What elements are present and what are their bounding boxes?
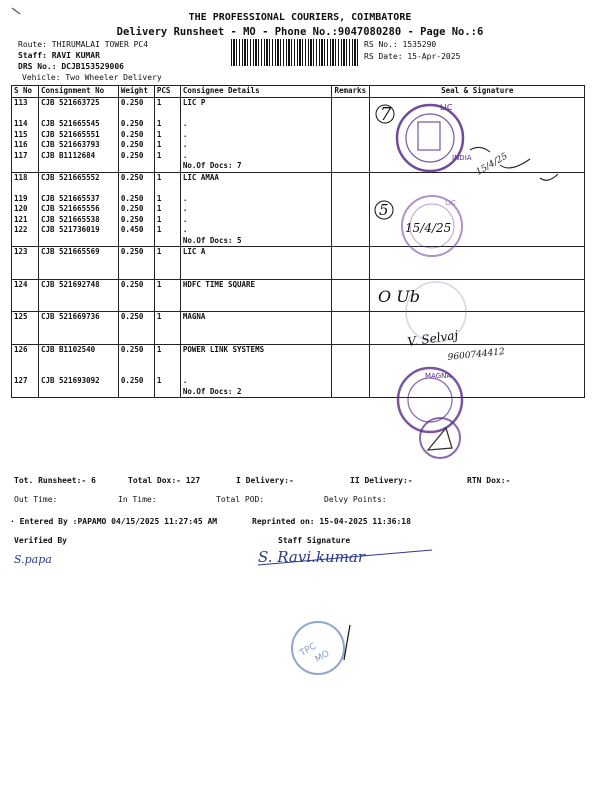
row-pcs: 1	[154, 194, 180, 205]
col-sno: S No	[12, 86, 39, 98]
row-pcs: 1	[154, 225, 180, 236]
handwritten-count-5: 5	[379, 201, 389, 219]
row-pcs: 1	[154, 215, 180, 226]
row-sno: 126	[12, 344, 39, 355]
stamp-text: MO	[313, 648, 332, 665]
row-consignment: CJB 521665537	[38, 194, 118, 205]
col-pcs: PCS	[154, 86, 180, 98]
rtn-dox: RTN Dox:-	[467, 476, 511, 485]
row-consignee: .	[180, 225, 332, 236]
row-weight: 0.250	[118, 194, 154, 205]
col-remarks: Remarks	[332, 86, 370, 98]
out-time: Out Time:	[14, 495, 58, 504]
row-sno: 127	[12, 376, 39, 387]
col-seal: Seal & Signature	[370, 86, 585, 98]
row-sno: 120	[12, 204, 39, 215]
row-weight: 0.250	[118, 279, 154, 290]
row-pcs: 1	[154, 204, 180, 215]
stamp-text: TPC	[298, 641, 319, 659]
stamp-text: INDIA	[452, 154, 472, 162]
row-weight: 0.450	[118, 225, 154, 236]
row-pcs: 1	[154, 344, 180, 355]
row-sno: 115	[12, 130, 39, 141]
row-consignee: .	[180, 140, 332, 151]
row-consignee: .	[180, 376, 332, 387]
row-consignee: POWER LINK SYSTEMS	[180, 344, 332, 355]
row-weight: 0.250	[118, 140, 154, 151]
row-weight: 0.250	[118, 376, 154, 387]
entered-by: · Entered By :PAPAMO 04/15/2025 11:27:45 AM	[10, 517, 218, 526]
col-weight: Weight	[118, 86, 154, 98]
row-consignee: No.Of Docs: 5	[180, 236, 332, 247]
rs-date: RS Date: 15-Apr-2025	[364, 52, 461, 61]
handwritten-phone-124: 9600744412	[447, 347, 506, 363]
row-consignee: No.Of Docs: 7	[180, 161, 332, 172]
handwritten-date-113: 15/4/25	[474, 151, 510, 178]
handwritten-sign-123: O Ub	[378, 287, 420, 306]
vehicle-label: Vehicle: Two Wheeler Delivery	[22, 73, 162, 82]
staff-signature: S. Ravi.kumar	[258, 548, 365, 566]
verified-by-label: Verified By	[14, 536, 67, 545]
row-sno: 119	[12, 194, 39, 205]
stamp-text: MAGNA	[425, 372, 452, 380]
staff-signature-label: Staff Signature	[278, 536, 351, 545]
row-weight: 0.250	[118, 215, 154, 226]
tpc-mo-stamp	[292, 622, 350, 674]
col-consignee: Consignee Details	[180, 86, 332, 98]
row-pcs: 1	[154, 151, 180, 162]
row-weight: 0.250	[118, 204, 154, 215]
row-pcs: 1	[154, 247, 180, 258]
row-consignment: CJB B1102540	[38, 344, 118, 355]
row-pcs: 1	[154, 119, 180, 130]
row-consignee: LIC A	[180, 247, 332, 258]
row-consignment: CJB 521665556	[38, 204, 118, 215]
row-weight: 0.250	[118, 247, 154, 258]
row-consignment: CJB 521665538	[38, 215, 118, 226]
row-consignee: MAGNA	[180, 312, 332, 323]
runsheet-subtitle: Delivery Runsheet - MO - Phone No.:9047080280 - Page No.:6	[116, 26, 484, 38]
company-title: THE PROFESSIONAL COURIERS, COIMBATORE	[188, 12, 412, 23]
entered-by-text: Entered By :PAPAMO 04/15/2025 11:27:45 AM	[19, 517, 218, 526]
row-pcs: 1	[154, 140, 180, 151]
in-time: In Time:	[118, 495, 157, 504]
row-sno: 118	[12, 172, 39, 183]
staff-label: Staff: RAVI KUMAR	[18, 51, 100, 60]
row-weight: 0.250	[118, 119, 154, 130]
row-pcs: 1	[154, 279, 180, 290]
row-consignee: .	[180, 194, 332, 205]
handwritten-count-7: 7	[380, 104, 392, 125]
row-consignment: CJB 521665569	[38, 247, 118, 258]
row-pcs: 1	[154, 172, 180, 183]
row-consignment: CJB 521663793	[38, 140, 118, 151]
second-delivery: II Delivery:-	[350, 476, 413, 485]
drs-number: DRS No.: DCJB153529006	[18, 62, 124, 71]
handwritten-sign-124: V. Selvaj	[406, 328, 459, 349]
verified-signature: S.papa	[14, 553, 52, 566]
row-sno: 117	[12, 151, 39, 162]
total-runsheet: Tot. Runsheet:- 6	[14, 476, 96, 485]
row-consignment: CJB 521665551	[38, 130, 118, 141]
row-consignee: .	[180, 204, 332, 215]
handwritten-sign-118: 15/4/25	[405, 221, 452, 235]
row-consignee: LIC AMAA	[180, 172, 332, 183]
row-pcs: 1	[154, 130, 180, 141]
row-consignment: CJB 521663725	[38, 98, 118, 109]
lic-stamp-1	[397, 103, 472, 171]
row-consignment: CJB 521665552	[38, 172, 118, 183]
row-sno: 123	[12, 247, 39, 258]
stamp-text: LIC	[440, 103, 453, 112]
row-weight: 0.250	[118, 98, 154, 109]
row-consignee: LIC P	[180, 98, 332, 109]
row-consignment: CJB 521736019	[38, 225, 118, 236]
row-consignee: No.Of Docs: 2	[180, 387, 332, 398]
row-sno: 122	[12, 225, 39, 236]
row-sno: 113	[12, 98, 39, 109]
row-pcs: 1	[154, 312, 180, 323]
row-sno: 121	[12, 215, 39, 226]
total-dox: Total Dox:- 127	[128, 476, 201, 485]
col-consignment: Consignment No	[38, 86, 118, 98]
row-consignee: HDFC TIME SQUARE	[180, 279, 332, 290]
row-pcs: 1	[154, 98, 180, 109]
row-consignee: .	[180, 215, 332, 226]
row-consignee: .	[180, 130, 332, 141]
row-sno: 125	[12, 312, 39, 323]
row-consignment: CJB 521669736	[38, 312, 118, 323]
row-sno: 116	[12, 140, 39, 151]
row-consignee: .	[180, 151, 332, 162]
total-pod: Total POD:	[216, 495, 265, 504]
row-sno: 114	[12, 119, 39, 130]
delivery-points: Delvy Points:	[324, 495, 387, 504]
row-pcs: 1	[154, 376, 180, 387]
stamp-text: LIC	[445, 199, 456, 207]
rs-number: RS No.: 1535290	[364, 40, 437, 49]
row-weight: 0.250	[118, 312, 154, 323]
route-label: Route: THIRUMALAI TOWER PC4	[18, 40, 149, 49]
row-consignment: CJB 521665545	[38, 119, 118, 130]
row-consignee: .	[180, 119, 332, 130]
row-consignment: CJB B1112684	[38, 151, 118, 162]
row-weight: 0.250	[118, 172, 154, 183]
first-delivery: I Delivery:-	[236, 476, 294, 485]
row-weight: 0.250	[118, 130, 154, 141]
row-sno: 124	[12, 279, 39, 290]
row-weight: 0.250	[118, 151, 154, 162]
reprinted-on: Reprinted on: 15-04-2025 11:36:18	[252, 517, 411, 526]
row-consignment: CJB 521693092	[38, 376, 118, 387]
row-weight: 0.250	[118, 344, 154, 355]
row-consignment: CJB 521692748	[38, 279, 118, 290]
seal-stamp	[420, 418, 460, 458]
